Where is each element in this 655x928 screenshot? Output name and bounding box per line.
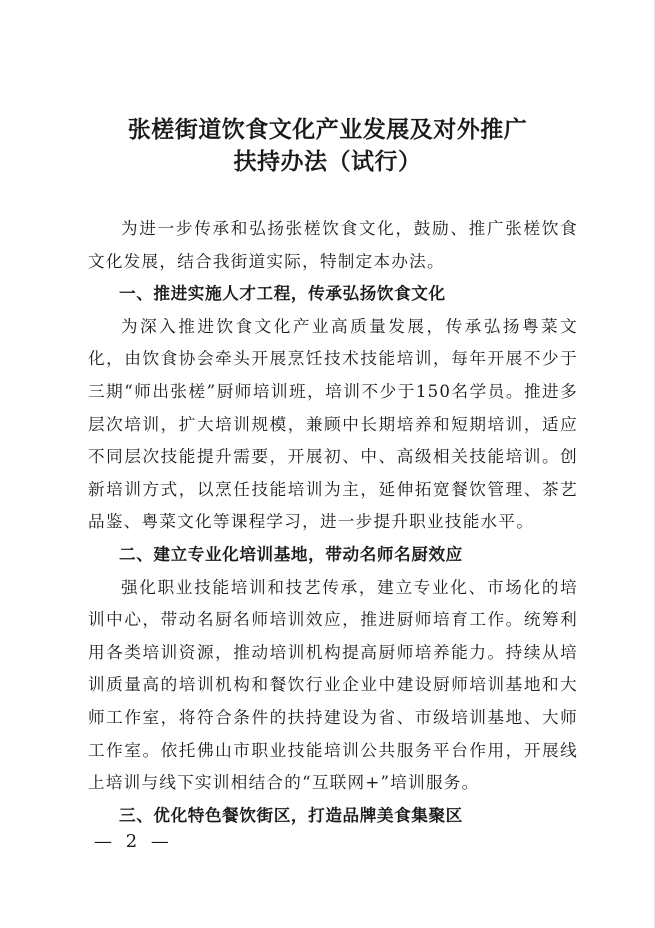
section-2-heading: 二、建立专业化培训基地，带动名师名厨效应 — [119, 544, 463, 564]
section-1-paragraph: 为深入推进饮食文化产业高质量发展，传承弘扬粤菜文化，由饮食协会牵头开展烹饪技术技能培训，每年开展不少于三期“师出张槎”厨师培训班，培训不少于150名学员。推进多层次培训，扩大培训规模，兼顾中长期培养和短期培训，适应不同层次技能提升需要，开展初、中、高级相关技能培训。创新培训方式，以烹任技能培训为主，延伸拓宽餐饮管理、茶艺品鉴、粤菜文化等课程学习，进一步提升职业技能水平。 — [88, 316, 578, 532]
section-2-paragraph: 强化职业技能培训和技艺传承，建立专业化、市场化的培训中心，带动名厨名师培训效应，推进厨师培育工作。统筹利用各类培训资源，推动培训机构提高厨师培养能力。持续从培训质量高的培训机构和餐饮行业企业中建设厨师培训基地和大师工作室，将符合条件的扶持建设为省、市级培训基地、大师工作室。依托佛山市职业技能培训公共服务平台作用，开展线上培训与线下实训相结合的“互联网+”培训服务。 — [88, 577, 578, 793]
section-3-heading: 三、优化特色餐饮街区，打造品牌美食集聚区 — [119, 805, 463, 825]
document-body — [88, 213, 578, 832]
intro-paragraph: 为进一步传承和弘扬张槎饮食文化，鼓励、推广张槎饮食文化发展，结合我街道实际，特制定本办法。 — [88, 219, 578, 271]
document-title-line-2: 扶持办法（试行） — [233, 149, 422, 175]
section-1-heading: 一、推进实施人才工程，传承弘扬饮食文化 — [119, 284, 446, 304]
page-number: — 2 — — [94, 831, 173, 852]
document-title-line-1: 张槎街道饮食文化产业发展及对外推广 — [127, 117, 528, 143]
